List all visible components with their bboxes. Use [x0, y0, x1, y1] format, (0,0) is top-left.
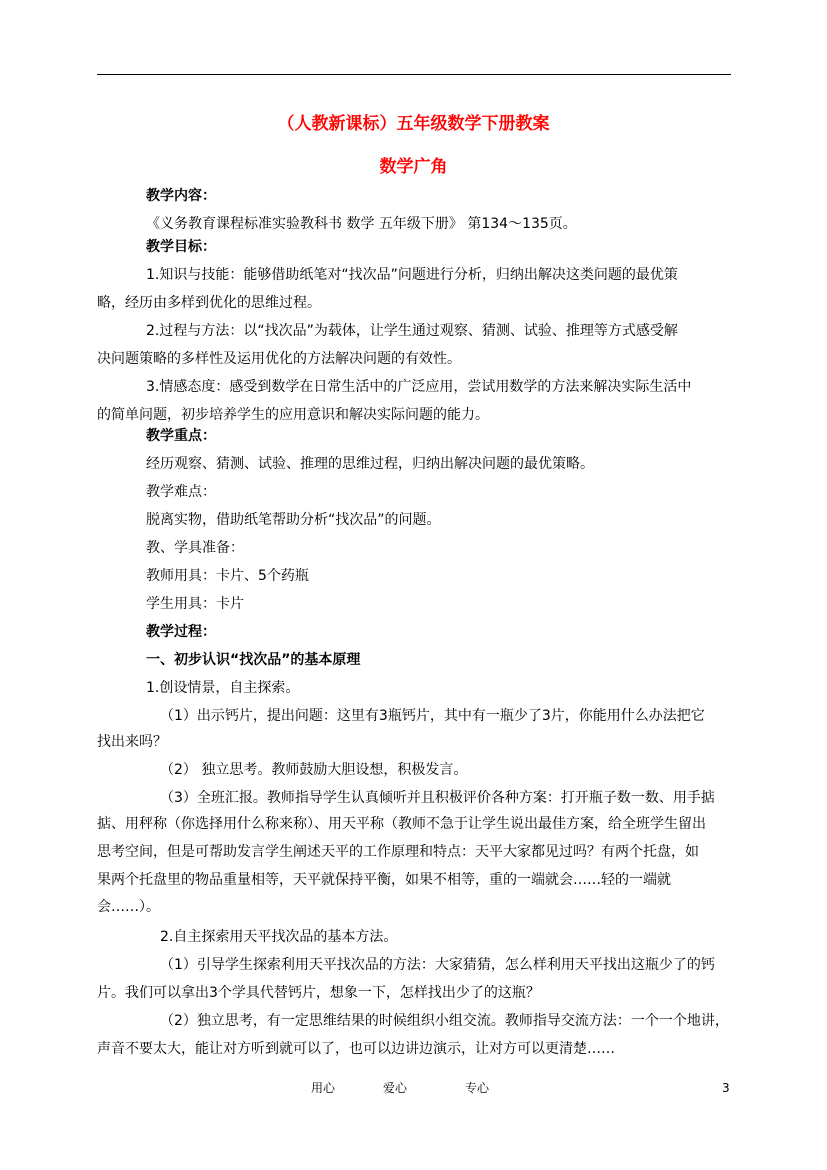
paragraph-line: 教学难点：	[146, 484, 216, 500]
paragraph-line: 经历观察、猜测、试验、推理的思维过程，归纳出解决问题的最优策略。	[146, 456, 594, 472]
section-heading: 教学内容：	[146, 188, 216, 204]
page-number: 3	[722, 1081, 730, 1095]
paragraph-line: 片。我们可以拿出3个学具代替钙片，想象一下，怎样找出少了的这瓶？	[97, 985, 540, 1001]
paragraph-line: 的简单问题，初步培养学生的应用意识和解决实际问题的能力。	[97, 407, 489, 423]
section-heading: 一、初步认识“找次品”的基本原理	[146, 652, 361, 668]
paragraph-line: （1）出示钙片，提出问题：这里有3瓶钙片，其中有一瓶少了3片，你能用什么办法把它	[160, 708, 705, 724]
paragraph-line: 脱离实物，借助纸笔帮助分析“找次品”的问题。	[146, 512, 441, 528]
paragraph-line: （2） 独立思考。教师鼓励大胆设想，积极发言。	[160, 762, 468, 778]
paragraph-line: 2.自主探索用天平找次品的基本方法。	[160, 929, 398, 945]
section-heading: 教学过程：	[146, 624, 216, 640]
paragraph-line: （3）全班汇报。教师指导学生认真倾听并且积极评价各种方案：打开瓶子数一数、用手掂	[160, 790, 715, 806]
section-heading: 教学重点：	[146, 428, 216, 444]
paragraph-line: 会……）。	[97, 899, 160, 915]
paragraph-line: 3.情感态度：感受到数学在日常生活中的广泛应用，尝试用数学的方法来解决实际生活中	[146, 379, 692, 395]
paragraph-line: 学生用具：卡片	[146, 596, 244, 612]
paragraph-line: 1.知识与技能：能够借助纸笔对“找次品”问题进行分析，归纳出解决这类问题的最优策	[146, 267, 678, 283]
footer-motto-right: 专心	[465, 1081, 490, 1095]
header-rule	[97, 74, 731, 75]
paragraph-line: 思考空间，但是可帮助发言学生阐述天平的工作原理和特点：天平大家都见过吗？有两个托盘，如	[97, 844, 699, 860]
paragraph-line: 声音不要太大，能让对方听到就可以了，也可以边讲边演示，让对方可以更清楚……	[97, 1041, 615, 1057]
paragraph-line: （2）独立思考，有一定思维结果的时候组织小组交流。教师指导交流方法：一个一个地讲，	[160, 1013, 729, 1029]
paragraph-line: 果两个托盘里的物品重量相等，天平就保持平衡，如果不相等，重的一端就会……轻的一端就	[97, 872, 671, 888]
footer-motto-middle: 爱心	[383, 1081, 408, 1095]
paragraph-line: 教师用具：卡片、5个药瓶	[146, 568, 309, 584]
section-heading: 教学目标：	[146, 239, 216, 255]
document-subtitle: 数学广角	[379, 157, 448, 177]
paragraph-line: （1）引导学生探索利用天平找次品的方法：大家猜猜，怎么样利用天平找出这瓶少了的钙	[160, 957, 715, 973]
paragraph-line: 略，经历由多样到优化的思维过程。	[97, 295, 321, 311]
paragraph-line: 《义务教育课程标准实验教科书 数学 五年级下册》 第134～135页。	[146, 216, 577, 232]
paragraph-line: 2.过程与方法：以“找次品”为载体，让学生通过观察、猜测、试验、推理等方式感受解	[146, 323, 678, 339]
paragraph-line: 决问题策略的多样性及运用优化的方法解决问题的有效性。	[97, 351, 461, 367]
paragraph-line: 教、学具准备：	[146, 540, 244, 556]
paragraph-line: 1.创设情景，自主探索。	[146, 680, 300, 696]
footer-motto-left: 用心	[311, 1081, 336, 1095]
paragraph-line: 掂、用秤称（你选择用什么称来称）、用天平称（教师不急于让学生说出最佳方案，给全班学生留出	[97, 816, 706, 832]
paragraph-line: 找出来吗？	[97, 734, 167, 750]
document-title: （人教新课标）五年级数学下册教案	[277, 114, 550, 134]
